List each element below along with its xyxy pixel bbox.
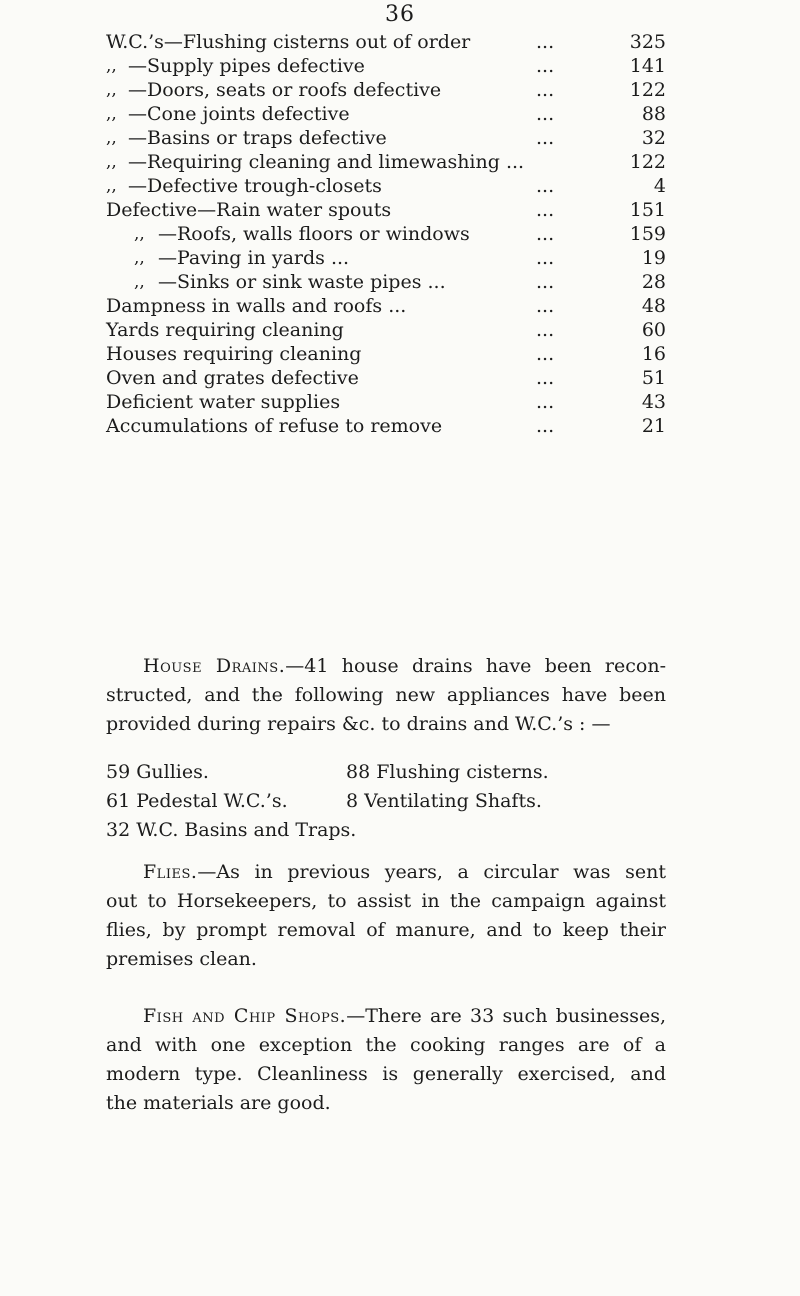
ditto-mark: ,, — [134, 248, 145, 268]
dot-leader: ... — [536, 223, 555, 245]
section-heading: Fish and Chip Shops. — [143, 1005, 347, 1027]
item-count: 4 — [653, 175, 666, 197]
appliance-item: 8 Ventilating Shafts. — [346, 790, 542, 812]
item-label: Oven and grates defective — [106, 367, 359, 389]
fish-chip-shops-paragraph — [106, 1002, 666, 1118]
item-count: 122 — [629, 151, 666, 173]
item-count: 325 — [629, 31, 666, 53]
list-item — [106, 222, 666, 246]
item-count: 28 — [641, 271, 666, 293]
ditto-mark: ,, — [134, 272, 145, 292]
item-label: —Requiring cleaning and limewashing ... — [128, 151, 525, 173]
item-count: 48 — [641, 295, 666, 317]
item-label: —Doors, seats or roofs defective — [128, 79, 442, 101]
item-count: 122 — [629, 79, 666, 101]
dot-leader: ... — [536, 55, 555, 77]
dot-leader: ... — [536, 367, 555, 389]
paragraph-line: premises clean. — [106, 948, 257, 970]
list-item — [106, 174, 666, 198]
paragraph-line: structed, and the following new appliances have been — [106, 684, 666, 706]
dot-leader: ... — [536, 391, 555, 413]
dot-leader: ... — [536, 319, 555, 341]
ditto-mark: ,, — [106, 128, 117, 148]
paragraph-line: and with one exception the cooking ranges are of a — [106, 1034, 666, 1056]
dot-leader: ... — [536, 199, 555, 221]
list-item — [106, 30, 666, 54]
item-count: 159 — [629, 223, 666, 245]
list-item — [106, 294, 666, 318]
item-label: Defective—Rain water spouts — [106, 199, 392, 221]
ditto-mark: ,, — [106, 56, 117, 76]
item-label: —Cone joints defective — [128, 103, 350, 125]
page-number: 36 — [385, 2, 415, 27]
flies-paragraph — [106, 858, 666, 974]
dot-leader: ... — [536, 415, 555, 437]
item-count: 43 — [641, 391, 666, 413]
item-label: Deficient water supplies — [106, 391, 341, 413]
ditto-mark: ,, — [134, 224, 145, 244]
paragraph-line: Fish and Chip Shops.—There are 33 such businesses, — [143, 1005, 667, 1027]
paragraph-line: provided during repairs &c. to drains and W.C.’s : — — [106, 713, 611, 735]
list-item — [106, 54, 666, 78]
item-count: 19 — [641, 247, 666, 269]
section-heading: House Drains. — [143, 655, 286, 677]
ditto-mark: ,, — [106, 104, 117, 124]
item-count: 151 — [629, 199, 666, 221]
defects-list — [106, 30, 666, 438]
list-item — [106, 150, 666, 174]
dot-leader: ... — [536, 127, 555, 149]
item-label: —Sinks or sink waste pipes ... — [158, 271, 446, 293]
item-label: —Basins or traps defective — [128, 127, 387, 149]
dot-leader: ... — [536, 271, 555, 293]
dot-leader: ... — [536, 79, 555, 101]
paragraph-line: modern type. Cleanliness is generally exercised, and — [106, 1063, 666, 1085]
house-drains-paragraph — [106, 652, 666, 739]
item-count: 51 — [641, 367, 666, 389]
item-label: W.C.’s—Flushing cisterns out of order — [106, 31, 471, 53]
item-label: Yards requiring cleaning — [106, 319, 344, 341]
list-item — [106, 390, 666, 414]
item-count: 60 — [641, 319, 666, 341]
item-label: —Paving in yards ... — [158, 247, 350, 269]
list-item — [106, 78, 666, 102]
item-label: —Supply pipes defective — [128, 55, 365, 77]
paragraph-line: Flies.—As in previous years, a circular was sent — [143, 861, 666, 883]
paragraph-line: House Drains.—41 house drains have been recon- — [143, 655, 666, 677]
dot-leader: ... — [536, 31, 555, 53]
list-item — [106, 198, 666, 222]
paragraph-line: out to Horsekeepers, to assist in the campaign against — [106, 890, 666, 912]
paragraph-line: flies, by prompt removal of manure, and to keep their — [106, 919, 666, 941]
ditto-mark: ,, — [106, 176, 117, 196]
ditto-mark: ,, — [106, 152, 117, 172]
list-item — [106, 318, 666, 342]
list-item — [106, 414, 666, 438]
appliance-item: 32 W.C. Basins and Traps. — [106, 819, 357, 841]
item-label: —Roofs, walls floors or windows — [158, 223, 470, 245]
appliance-item: 88 Flushing cisterns. — [346, 761, 549, 783]
appliance-item: 59 Gullies. — [106, 761, 209, 783]
dot-leader: ... — [536, 343, 555, 365]
dot-leader: ... — [536, 247, 555, 269]
section-heading: Flies. — [143, 861, 198, 883]
list-item — [106, 246, 666, 270]
list-item — [106, 366, 666, 390]
item-label: Houses requiring cleaning — [106, 343, 362, 365]
paragraph-line: the materials are good. — [106, 1092, 331, 1114]
item-count: 21 — [641, 415, 666, 437]
item-label: —Defective trough-closets — [128, 175, 382, 197]
item-count: 16 — [641, 343, 666, 365]
dot-leader: ... — [536, 175, 555, 197]
dot-leader: ... — [536, 295, 555, 317]
list-item — [106, 126, 666, 150]
item-count: 88 — [641, 103, 666, 125]
list-item — [106, 270, 666, 294]
ditto-mark: ,, — [106, 80, 117, 100]
item-count: 32 — [641, 127, 666, 149]
dot-leader: ... — [536, 103, 555, 125]
list-item — [106, 102, 666, 126]
list-item — [106, 342, 666, 366]
item-count: 141 — [629, 55, 666, 77]
appliance-item: 61 Pedestal W.C.’s. — [106, 790, 288, 812]
item-label: Accumulations of refuse to remove — [106, 415, 443, 437]
item-label: Dampness in walls and roofs ... — [106, 295, 407, 317]
